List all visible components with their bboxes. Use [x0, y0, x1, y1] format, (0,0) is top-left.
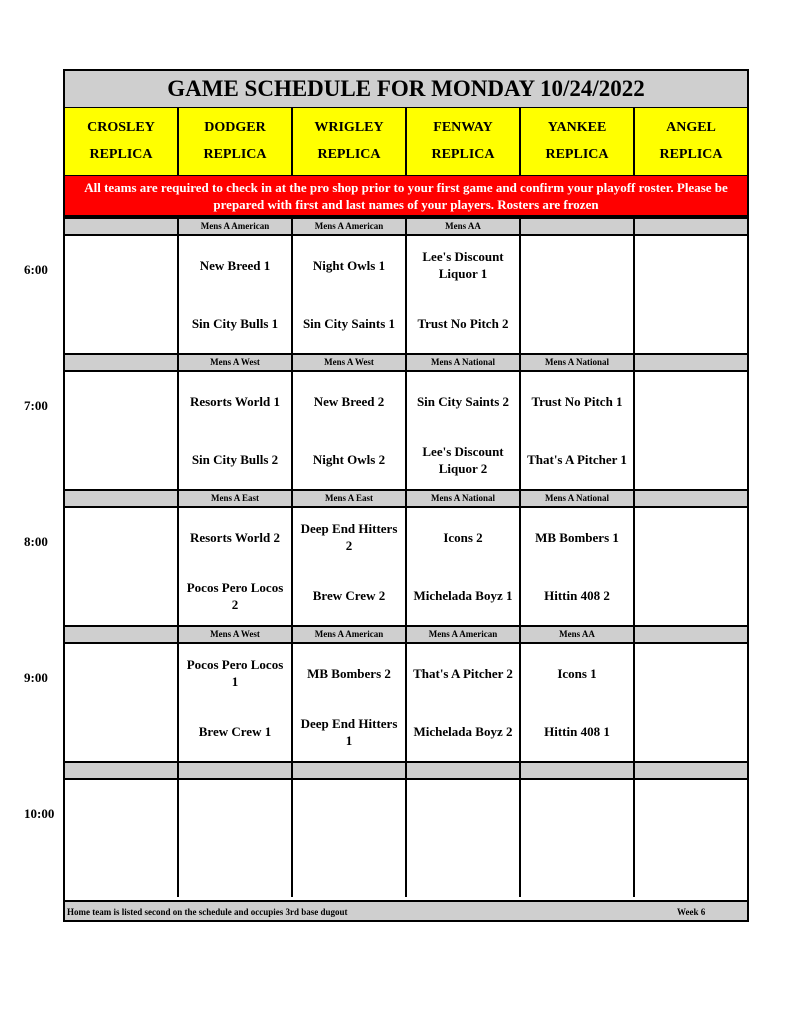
home-team: Sin City Bulls 1: [191, 316, 279, 332]
division-label: [65, 355, 179, 370]
field-header-row: [65, 108, 747, 177]
home-team: [635, 431, 747, 490]
field-header: [635, 108, 747, 175]
division-label: [635, 491, 747, 506]
division-label: Mens A American: [293, 627, 407, 642]
home-team: Deep End Hitters 1: [300, 715, 398, 748]
field-game-cell: [293, 372, 407, 489]
away-team: [179, 780, 291, 839]
away-team: That's A Pitcher 2: [413, 665, 513, 681]
division-label: Mens A National: [521, 491, 635, 506]
division-row: [65, 761, 747, 780]
division-label: [65, 491, 179, 506]
away-team: [293, 780, 405, 839]
time-slot-block: [65, 217, 747, 353]
field-game-cell: [635, 236, 747, 353]
time-label: 8:00: [24, 534, 48, 549]
field-name: YANKEE: [547, 119, 607, 135]
division-label: [521, 763, 635, 778]
division-row: [65, 217, 747, 236]
away-team: Icons 2: [443, 529, 483, 545]
field-game-cell: [635, 644, 747, 761]
home-team: [179, 839, 291, 898]
home-team: Lee's Discount Liquor 2: [422, 443, 504, 476]
away-team: Pocos Pero Locos 1: [186, 657, 284, 690]
field-game-cell: [521, 508, 635, 625]
field-sub: REPLICA: [545, 147, 609, 163]
field-name: DODGER: [204, 119, 266, 135]
time-label: 7:00: [24, 398, 48, 413]
away-team: [407, 780, 519, 839]
home-team: Hittin 408 1: [544, 724, 610, 740]
division-row: [65, 625, 747, 644]
away-team: [635, 236, 747, 295]
away-team: [521, 236, 633, 295]
field-game-cell: [293, 236, 407, 353]
division-label: [635, 355, 747, 370]
division-label: Mens A West: [179, 355, 293, 370]
games-row: [65, 236, 747, 353]
field-sub: REPLICA: [659, 147, 723, 163]
home-team: [521, 295, 633, 354]
division-label: [293, 763, 407, 778]
field-game-cell: [521, 236, 635, 353]
field-game-cell: [407, 372, 521, 489]
field-game-cell: [635, 780, 747, 897]
division-label: Mens A American: [179, 219, 293, 234]
field-game-cell: [65, 236, 179, 353]
field-sub: REPLICA: [317, 147, 381, 163]
field-sub: REPLICA: [431, 147, 495, 163]
field-name: WRIGLEY: [314, 119, 384, 135]
field-name: FENWAY: [433, 119, 493, 135]
field-game-cell: [179, 780, 293, 897]
division-label: [521, 219, 635, 234]
schedule-sheet: [63, 69, 749, 922]
field-header: [179, 108, 293, 175]
time-label: 9:00: [24, 670, 48, 685]
away-team: [635, 644, 747, 703]
division-label: Mens A American: [293, 219, 407, 234]
away-team: Resorts World 2: [189, 529, 281, 545]
division-label: Mens A National: [407, 355, 521, 370]
footer-bar: [65, 900, 747, 920]
field-game-cell: [65, 644, 179, 761]
time-slot-block: [65, 625, 747, 761]
field-game-cell: [407, 780, 521, 897]
time-slot-block: [65, 761, 747, 897]
division-label: [407, 763, 521, 778]
field-game-cell: [293, 780, 407, 897]
division-label: [65, 627, 179, 642]
home-team: Night Owls 2: [312, 452, 386, 468]
home-team: Sin City Bulls 2: [191, 452, 279, 468]
away-team: New Breed 2: [313, 393, 385, 409]
home-team-note: Home team is listed second on the schedule and occupies 3rd base dugout: [67, 907, 348, 917]
away-team: [65, 508, 177, 567]
away-team: Sin City Saints 2: [416, 393, 510, 409]
field-game-cell: [293, 508, 407, 625]
division-label: Mens A West: [293, 355, 407, 370]
field-header: [407, 108, 521, 175]
field-game-cell: [521, 644, 635, 761]
home-team: Brew Crew 1: [198, 724, 272, 740]
field-game-cell: [65, 508, 179, 625]
home-team: Sin City Saints 1: [302, 316, 396, 332]
home-team: [635, 295, 747, 354]
away-team: Lee's Discount Liquor 1: [422, 249, 504, 282]
division-label: Mens A American: [407, 627, 521, 642]
field-game-cell: [65, 780, 179, 897]
division-label: [179, 763, 293, 778]
time-label: 10:00: [24, 806, 55, 821]
away-team: [635, 372, 747, 431]
division-row: [65, 353, 747, 372]
page-title: GAME SCHEDULE FOR MONDAY 10/24/2022: [65, 71, 747, 109]
away-team: [65, 644, 177, 703]
field-game-cell: [407, 508, 521, 625]
field-header: [65, 108, 179, 175]
home-team: [635, 839, 747, 898]
away-team: [65, 236, 177, 295]
away-team: [635, 780, 747, 839]
field-header: [293, 108, 407, 175]
check-in-notice: All teams are required to check in at the pro shop prior to your first game and confirm your playoff roster. Please be prepared with first and last names of your players. Rosters are frozen: [65, 176, 747, 217]
field-name: ANGEL: [666, 119, 716, 135]
field-game-cell: [521, 372, 635, 489]
home-team: [635, 567, 747, 626]
home-team: [65, 839, 177, 898]
division-label: [635, 763, 747, 778]
division-label: [635, 627, 747, 642]
games-row: [65, 508, 747, 625]
home-team: Pocos Pero Locos 2: [186, 579, 284, 612]
away-team: [65, 372, 177, 431]
away-team: Resorts World 1: [189, 393, 281, 409]
home-team: [65, 703, 177, 762]
home-team: Hittin 408 2: [544, 588, 610, 604]
field-game-cell: [179, 644, 293, 761]
time-slot-block: [65, 353, 747, 489]
field-sub: REPLICA: [203, 147, 267, 163]
field-game-cell: [635, 508, 747, 625]
home-team: [65, 295, 177, 354]
division-label: [65, 219, 179, 234]
home-team: Brew Crew 2: [312, 588, 386, 604]
division-label: [65, 763, 179, 778]
away-team: MB Bombers 1: [535, 529, 619, 545]
away-team: Icons 1: [557, 665, 597, 681]
division-label: Mens AA: [407, 219, 521, 234]
field-game-cell: [179, 508, 293, 625]
home-team: [521, 839, 633, 898]
away-team: [521, 780, 633, 839]
home-team: Michelada Boyz 2: [413, 724, 513, 740]
field-name: CROSLEY: [87, 119, 155, 135]
time-label: 6:00: [24, 262, 48, 277]
home-team: That's A Pitcher 1: [527, 452, 627, 468]
games-row: [65, 372, 747, 489]
division-label: Mens A National: [521, 355, 635, 370]
away-team: Deep End Hitters 2: [300, 521, 398, 554]
away-team: Trust No Pitch 1: [531, 393, 623, 409]
division-label: Mens A East: [293, 491, 407, 506]
field-game-cell: [293, 644, 407, 761]
games-row: [65, 644, 747, 761]
home-team: [293, 839, 405, 898]
time-slot-block: [65, 489, 747, 625]
field-game-cell: [65, 372, 179, 489]
division-label: Mens A National: [407, 491, 521, 506]
home-team: Trust No Pitch 2: [417, 316, 509, 332]
field-sub: REPLICA: [89, 147, 153, 163]
games-row: [65, 780, 747, 897]
away-team: New Breed 1: [199, 257, 271, 273]
away-team: [635, 508, 747, 567]
division-label: [635, 219, 747, 234]
field-game-cell: [521, 780, 635, 897]
away-team: MB Bombers 2: [307, 665, 391, 681]
division-label: Mens AA: [521, 627, 635, 642]
division-row: [65, 489, 747, 508]
away-team: Night Owls 1: [312, 257, 386, 273]
division-label: Mens A East: [179, 491, 293, 506]
away-team: [65, 780, 177, 839]
field-game-cell: [635, 372, 747, 489]
field-game-cell: [407, 644, 521, 761]
division-label: Mens A West: [179, 627, 293, 642]
field-game-cell: [179, 372, 293, 489]
field-game-cell: [179, 236, 293, 353]
home-team: Michelada Boyz 1: [413, 588, 513, 604]
week-label: Week 6: [677, 907, 706, 917]
home-team: [65, 567, 177, 626]
home-team: [65, 431, 177, 490]
home-team: [407, 839, 519, 898]
field-header: [521, 108, 635, 175]
home-team: [635, 703, 747, 762]
field-game-cell: [407, 236, 521, 353]
